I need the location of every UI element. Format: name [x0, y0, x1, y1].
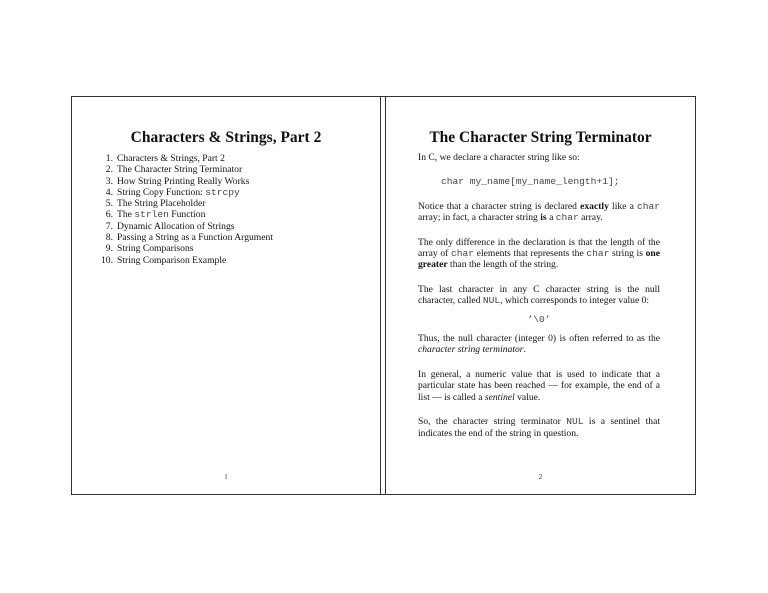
slide-1	[72, 96, 380, 495]
table-of-contents	[93, 153, 273, 266]
null-character-code: ’\0’	[527, 313, 551, 325]
toc-item: 2. The Character String Terminator	[105, 164, 243, 176]
toc-item: 4. String Copy Function: strcpy	[105, 186, 240, 198]
toc-item: 8. Passing a String as a Function Argument	[105, 232, 273, 244]
paragraph: The only difference in the declaration is that the length of the array of char elements that represents the char string is one greater than the length of the string.	[418, 236, 660, 271]
paragraph: So, the character string terminator NUL is a sentinel that indicates the end of the string in question.	[418, 416, 660, 439]
slide-2-body	[418, 152, 660, 452]
toc-item: 9. String Comparisons	[105, 243, 194, 255]
paragraph: In C, we declare a character string like so:	[418, 152, 580, 163]
page-number: 2	[538, 473, 543, 481]
paragraph: In general, a numeric value that is used to indicate that a particular state has been reached — for example, the end of a list — is called a sentinel value.	[418, 368, 660, 403]
toc-item: 5. The String Placeholder	[105, 198, 206, 210]
slide-2-title: The Character String Terminator	[429, 129, 652, 146]
toc-item: 6. The strlen Function	[105, 209, 206, 221]
paragraph: The last character in any C character string is the null character, called NUL, which corresponds to integer value 0:	[418, 283, 660, 307]
paragraph: Notice that a character string is declared exactly like a char array; in fact, a character string is a char array.	[418, 200, 660, 224]
slide-2	[386, 96, 695, 495]
page-number: 1	[224, 473, 228, 481]
paragraph: Thus, the null character (integer 0) is often referred to as the character string terminator.	[418, 333, 660, 356]
code-declaration: char my_name[my_name_length+1];	[441, 176, 620, 188]
toc-item: 3. How String Printing Really Works	[105, 175, 250, 187]
toc-item: 1. Characters & Strings, Part 2	[105, 153, 225, 164]
slide-1-title: Characters & Strings, Part 2	[130, 129, 322, 146]
toc-item: 7. Dynamic Allocation of Strings	[105, 220, 235, 232]
toc-item: 10. String Comparison Example	[101, 254, 227, 266]
